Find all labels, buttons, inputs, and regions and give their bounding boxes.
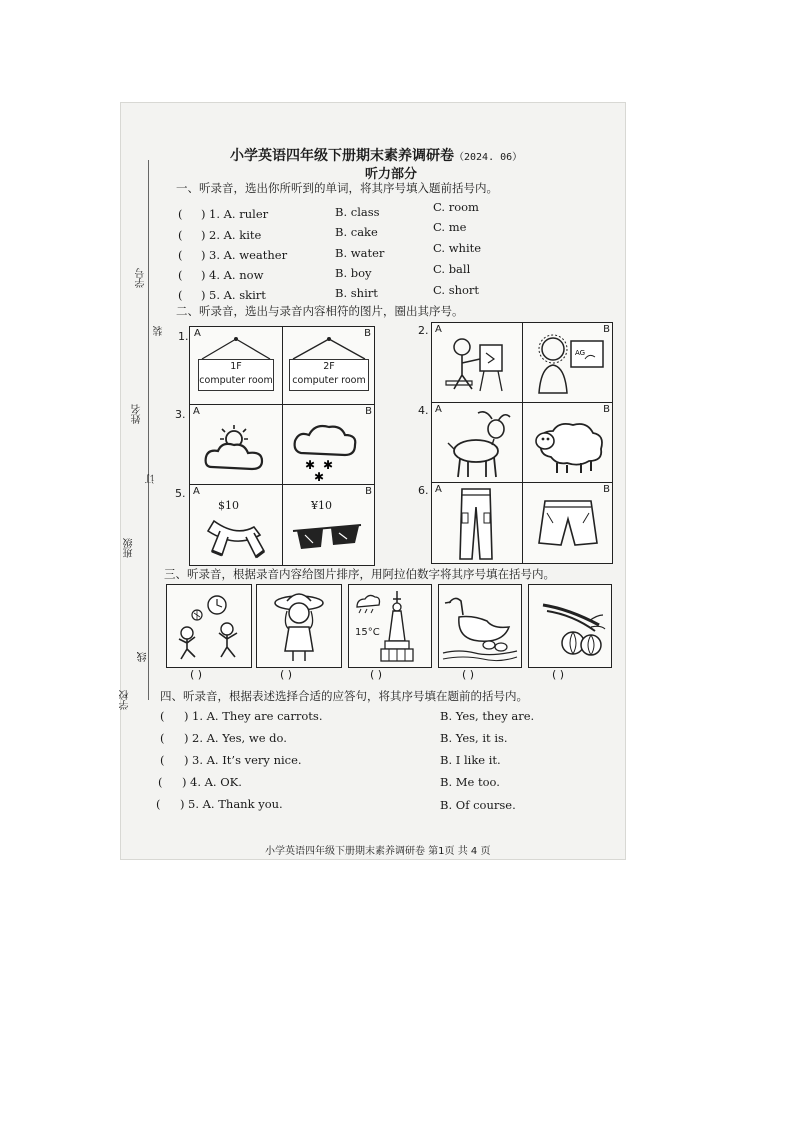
temperature-label: 15°C	[355, 627, 380, 638]
s1-item-2-c: C. me	[433, 220, 467, 234]
answer-paren-close: )	[201, 248, 206, 262]
s4-item-4: 4. A. OK.	[190, 775, 242, 789]
s2-q4-label-a: A	[435, 404, 442, 415]
sign-1f-computer-room: 1F computer room	[198, 359, 274, 391]
answer-paren-close: )	[180, 797, 185, 811]
price-tag-a: $10	[218, 499, 239, 512]
s1-item-5-c: C. short	[433, 283, 480, 297]
s2-q2-box	[431, 322, 613, 404]
s2-q3-label-b: B	[365, 406, 372, 417]
price-tag-b: ¥10	[311, 499, 332, 512]
answer-paren-open: (	[160, 753, 165, 767]
answer-paren-open: (	[178, 207, 183, 221]
answer-paren-open: (	[158, 775, 163, 789]
s4-item-1-b: B. Yes, they are.	[440, 709, 535, 723]
s2-q4-box	[431, 402, 613, 484]
s2-q1-label-a: A	[194, 328, 201, 339]
partly-cloudy-icon	[190, 405, 282, 485]
binding-label-zhuang: 装	[154, 326, 165, 336]
s1-item-3-c: C. white	[433, 241, 482, 255]
s4-item-3-b: B. I like it.	[440, 753, 501, 767]
s2-q4-number: 4.	[418, 404, 429, 417]
s1-item-4-c: C. ball	[433, 262, 471, 276]
answer-paren-close: )	[182, 775, 187, 789]
duck-with-ducklings-picture	[439, 585, 521, 667]
s2-q1-number: 1.	[178, 330, 189, 343]
s2-q6-box	[431, 482, 613, 564]
answer-paren-close: )	[184, 753, 189, 767]
s4-item-4-b: B. Me too.	[440, 775, 500, 789]
page-subtitle: 听力部分	[365, 167, 418, 182]
binding-line	[148, 160, 149, 700]
s4-item-5-b: B. Of course.	[440, 798, 516, 812]
svg-text:AG: AG	[575, 349, 586, 357]
s3-answer-blank-2[interactable]: ( )	[280, 668, 293, 681]
snow-cloud-icon	[283, 405, 375, 485]
s1-item-1-b: B. class	[335, 205, 380, 219]
answer-paren-close: )	[201, 288, 206, 302]
s2-q1-label-b: B	[364, 328, 371, 339]
s1-item-5: 5. A. skirt	[209, 288, 266, 302]
s2-q1-box	[189, 326, 375, 406]
page-footer: 小学英语四年级下册期末素养调研卷 第1页 共 4 页	[265, 846, 491, 857]
binding-label-class: 班级	[124, 538, 135, 558]
vegetables-picture	[529, 585, 611, 667]
svg-text:✱: ✱	[305, 458, 316, 472]
s2-q5-box	[189, 484, 375, 566]
statue-of-liberty-picture	[349, 585, 431, 667]
binding-label-school: 学校	[120, 690, 131, 710]
s2-q2-number: 2.	[418, 324, 429, 337]
sunglasses-icon	[283, 485, 375, 565]
binding-label-ding: 订	[146, 474, 157, 484]
s4-item-5: 5. A. Thank you.	[188, 797, 283, 811]
answer-paren-close: )	[184, 731, 189, 745]
sheep-icon	[523, 403, 613, 483]
s4-item-3: 3. A. It’s very nice.	[192, 753, 302, 767]
s3-answer-blank-4[interactable]: ( )	[462, 668, 475, 681]
page-title: 小学英语四年级下册期末素养调研卷（2024. 06）	[230, 148, 523, 164]
girl-with-hat-picture	[257, 585, 341, 667]
s2-q3-box	[189, 404, 375, 486]
s1-item-3-b: B. water	[335, 246, 385, 260]
s2-q6-label-b: B	[603, 484, 610, 495]
s1-item-2: 2. A. kite	[209, 228, 262, 242]
s1-item-4-b: B. boy	[335, 266, 372, 280]
binding-label-student-id: 学号	[136, 268, 147, 288]
answer-paren-open: (	[160, 731, 165, 745]
s3-pic-4	[438, 584, 522, 668]
s2-q3-label-a: A	[193, 406, 200, 417]
s3-pic-2	[256, 584, 342, 668]
answer-paren-open: (	[178, 248, 183, 262]
s2-q6-label-a: A	[435, 484, 442, 495]
s4-item-1: 1. A. They are carrots.	[192, 709, 323, 723]
answer-paren-close: )	[184, 709, 189, 723]
answer-paren-open: (	[178, 288, 183, 302]
s1-item-4: 4. A. now	[209, 268, 264, 282]
s1-item-1-c: C. room	[433, 200, 479, 214]
kids-playing-ball-picture	[167, 585, 251, 667]
goat-icon	[432, 403, 522, 483]
s2-q3-number: 3.	[175, 408, 186, 421]
s4-item-2-b: B. Yes, it is.	[440, 731, 508, 745]
s2-q2-label-a: A	[435, 324, 442, 335]
section4-heading: 四、听录音，根据表述选择合适的应答句，将其序号填在题前的括号内。	[160, 689, 528, 703]
s2-q5-number: 5.	[175, 487, 186, 500]
s2-q5-label-a: A	[193, 486, 200, 497]
boy-drawing-picture	[432, 323, 522, 403]
s1-item-1: 1. A. ruler	[209, 207, 269, 221]
s1-item-2-b: B. cake	[335, 225, 378, 239]
s1-item-3: 3. A. weather	[209, 248, 288, 262]
answer-paren-open: (	[178, 268, 183, 282]
s2-q4-label-b: B	[603, 404, 610, 415]
s3-pic-1	[166, 584, 252, 668]
answer-paren-close: )	[201, 207, 206, 221]
answer-paren-open: (	[160, 709, 165, 723]
shorts-icon	[523, 483, 613, 563]
s2-q5-label-b: B	[365, 486, 372, 497]
s3-pic-5	[528, 584, 612, 668]
s1-item-5-b: B. shirt	[335, 286, 378, 300]
s3-pic-3	[348, 584, 432, 668]
svg-text:✱: ✱	[323, 458, 334, 472]
sign-2f-computer-room: 2F computer room	[289, 359, 369, 391]
teacher-picture	[523, 323, 613, 403]
binding-label-xian: 线	[138, 652, 149, 662]
trousers-icon	[432, 483, 522, 563]
answer-paren-close: )	[201, 268, 206, 282]
binding-label-name: 姓名	[132, 404, 143, 424]
s2-q6-number: 6.	[418, 484, 429, 497]
s3-answer-blank-5[interactable]: ( )	[552, 668, 565, 681]
answer-paren-open: (	[156, 797, 161, 811]
section1-heading: 一、听录音，选出你所听到的单词，将其序号填入题前括号内。	[176, 181, 498, 195]
svg-text:✱: ✱	[314, 470, 325, 484]
s3-answer-blank-1[interactable]: ( )	[190, 668, 203, 681]
answer-paren-close: )	[201, 228, 206, 242]
section2-heading: 二、听录音，选出与录音内容相符的图片，圈出其序号。	[176, 304, 464, 318]
s2-q2-label-b: B	[603, 324, 610, 335]
answer-paren-open: (	[178, 228, 183, 242]
section3-heading: 三、听录音，根据录音内容给图片排序，用阿拉伯数字将其序号填在括号内。	[164, 567, 555, 581]
exam-date: （2024. 06）	[454, 152, 523, 163]
scarf-icon	[190, 485, 282, 565]
s4-item-2: 2. A. Yes, we do.	[192, 731, 287, 745]
s3-answer-blank-3[interactable]: ( )	[370, 668, 383, 681]
